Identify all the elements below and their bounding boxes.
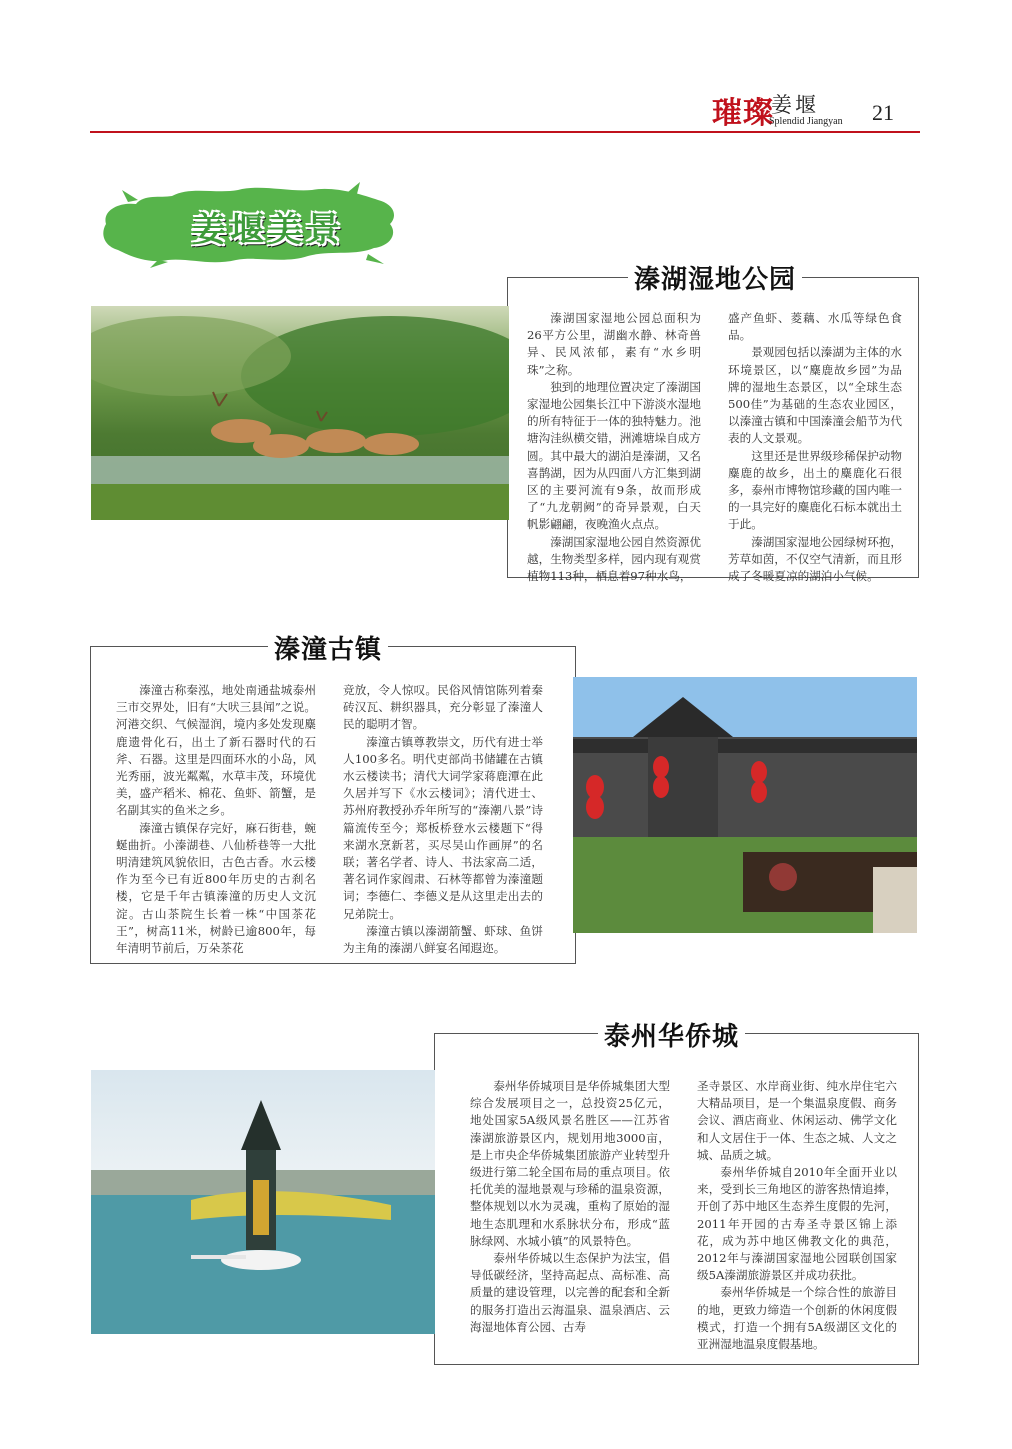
banner-title: 姜堰美景	[192, 210, 344, 250]
paragraph: 景观园包括以溱湖为主体的水环境景区，以“麋鹿故乡园”为品牌的湿地生态景区，以“全球生态500佳”为基础的生态农业园区，以溱潼古镇和中国溱潼会船节为代表的人文景观。	[728, 345, 902, 446]
paragraph: 圣寺景区、水岸商业街、纯水岸住宅六大精品项目，是一个集温泉度假、商务会议、酒店商业、休闲运动、佛学文化和人文居住于一体、生态之城、人文之城、品质之城。	[697, 1079, 897, 1162]
header-rule	[90, 131, 920, 133]
huaqiao-column-2	[697, 1078, 897, 1353]
qintong-column-2	[343, 682, 543, 957]
qintong-column-1	[116, 682, 316, 957]
paragraph: 泰州华侨城是一个综合性的旅游目的地，更致力缔造一个创新的休闲度假模式，打造一个拥有5A级湖区文化的亚洲湿地温泉度假基地。	[697, 1285, 897, 1352]
paragraph: 溱潼古镇以溱湖箭蟹、虾球、鱼饼为主角的溱湖八鲜宴名闻遐迩。	[343, 923, 543, 956]
section-title-qinhu: 溱湖湿地公园	[628, 259, 802, 296]
paragraph: 溱潼古镇尊教崇文，历代有进士举人100多名。明代吏部尚书储罐在古镇水云楼读书；清代大词学家蒋鹿潭在此久居并写下《水云楼词》；清代进士、苏州府教授孙乔年所写的“溱潮八景”诗篇流传至今；郑板桥登水云楼题下“得来湖水烹新茗，买尽吴山作画屏”的名联；著名学者、诗人、书法家高二适，著名词作家阎肃、石林等都曾为溱潼题词；李德仁、李德义是从这里走出去的兄弟院士。	[343, 734, 543, 921]
paragraph: 溱湖国家湿地公园总面积为26平方公里，湖幽水静、林奇兽异、民风浓郁，素有“水乡明珠”之称。	[527, 311, 701, 377]
paragraph: 溱湖国家湿地公园绿树环抱，芳草如茵，不仅空气清新，而且形成了冬暖夏凉的湖泊小气候。	[728, 534, 902, 584]
paragraph: 这里还是世界级珍稀保护动物麋鹿的故乡，出土的麋鹿化石很多，泰州市博物馆珍藏的国内唯一的一具完好的麋鹿化石标本就出土于此。	[728, 448, 902, 532]
paragraph: 泰州华侨城自2010年全面开业以来，受到长三角地区的游客热情追捧，开创了苏中地区生态养生度假的先河，2011年开园的古寿圣寺景区锦上添花，成为苏中地区佛教文化的典范，2012年与溱湖国家湿地公园联创国家级5A溱湖旅游景区并成功获批。	[697, 1165, 897, 1283]
paragraph: 独到的地理位置决定了溱湖国家湿地公园集长江中下游淡水湿地的所有特征于一体的独特魅力。池塘沟洼纵横交错，洲滩塘垛自成方圆。其中最大的湖泊是溱湖，又名喜鹊湖，因为从四面八方汇集到湖区的主要河流有9条，故而形成了“九龙朝阙”的奇异景观，白天帆影翩翩，夜晚渔火点点。	[527, 379, 701, 532]
header-title-black: 姜堰	[771, 93, 819, 117]
paragraph: 泰州华侨城项目是华侨城集团大型综合发展项目之一，总投资25亿元，地处国家5A级风景名胜区——江苏省溱湖旅游景区内，规划用地3000亩，是上市央企华侨城集团旅游产业转型升级进行第二轮全国布局的重点项目。依托优美的湿地景观与珍稀的温泉资源，整体规划以水为灵魂，重构了原始的湿地生态肌理和水系脉状分布，形成“蓝脉绿网、水城小镇”的风景特色。	[470, 1079, 670, 1248]
section-title-qintong: 溱潼古镇	[268, 629, 388, 666]
paragraph: 溱潼古镇保存完好，麻石街巷，蜿蜒曲折。小溱湖巷、八仙桥巷等一大批明清建筑风貌依旧，古色古香。水云楼作为至今已有近800年历史的古刹名楼，它是千年古镇溱潼的历史人文沉淀。古山茶院生长着一株“中国茶花王”，树高11米，树龄已逾800年，每年清明节前后，万朵茶花	[116, 820, 316, 956]
paragraph: 竞放，令人惊叹。民俗风情馆陈列着秦砖汉瓦、耕织器具，充分彰显了溱潼人民的聪明才智。	[343, 683, 543, 732]
page-number: 21	[872, 100, 894, 125]
pagoda-lake-photo	[91, 1070, 435, 1334]
qinhu-column-1	[527, 310, 701, 585]
header-subtitle-en: Splendid Jiangyan	[769, 116, 843, 127]
paragraph: 盛产鱼虾、菱藕、水瓜等绿色食品。	[728, 311, 902, 343]
paragraph: 溱湖国家湿地公园自然资源优越，生物类型多样，园内现有观赏植物113种，栖息着97种水鸟，	[527, 534, 701, 584]
header-title-red: 璀璨	[712, 96, 774, 131]
deer-wetland-photo	[91, 306, 509, 520]
paragraph: 泰州华侨城以生态保护为法宝，倡导低碳经济，坚持高起点、高标准、高质量的建设管理，以完善的配套和全新的服务打造出云海温泉、温泉酒店、云海湿地体育公园、古寿	[470, 1251, 670, 1334]
section-title-huaqiao: 泰州华侨城	[598, 1016, 745, 1053]
qinhu-column-2	[728, 310, 902, 585]
pavilion-photo	[573, 677, 917, 933]
huaqiao-column-1	[470, 1078, 670, 1336]
paragraph: 溱潼古称秦泓，地处南通盐城泰州三市交界处，旧有“大吠三县闻”之说。河港交织、气候湿润，境内多处发现麋鹿遗骨化石，出土了新石器时代的石斧、石器。这里是四面环水的小岛，风光秀丽，波光粼粼，水草丰茂，环境优美，盛产稻米、棉花、鱼虾、箭蟹，是名副其实的鱼米之乡。	[116, 683, 316, 818]
